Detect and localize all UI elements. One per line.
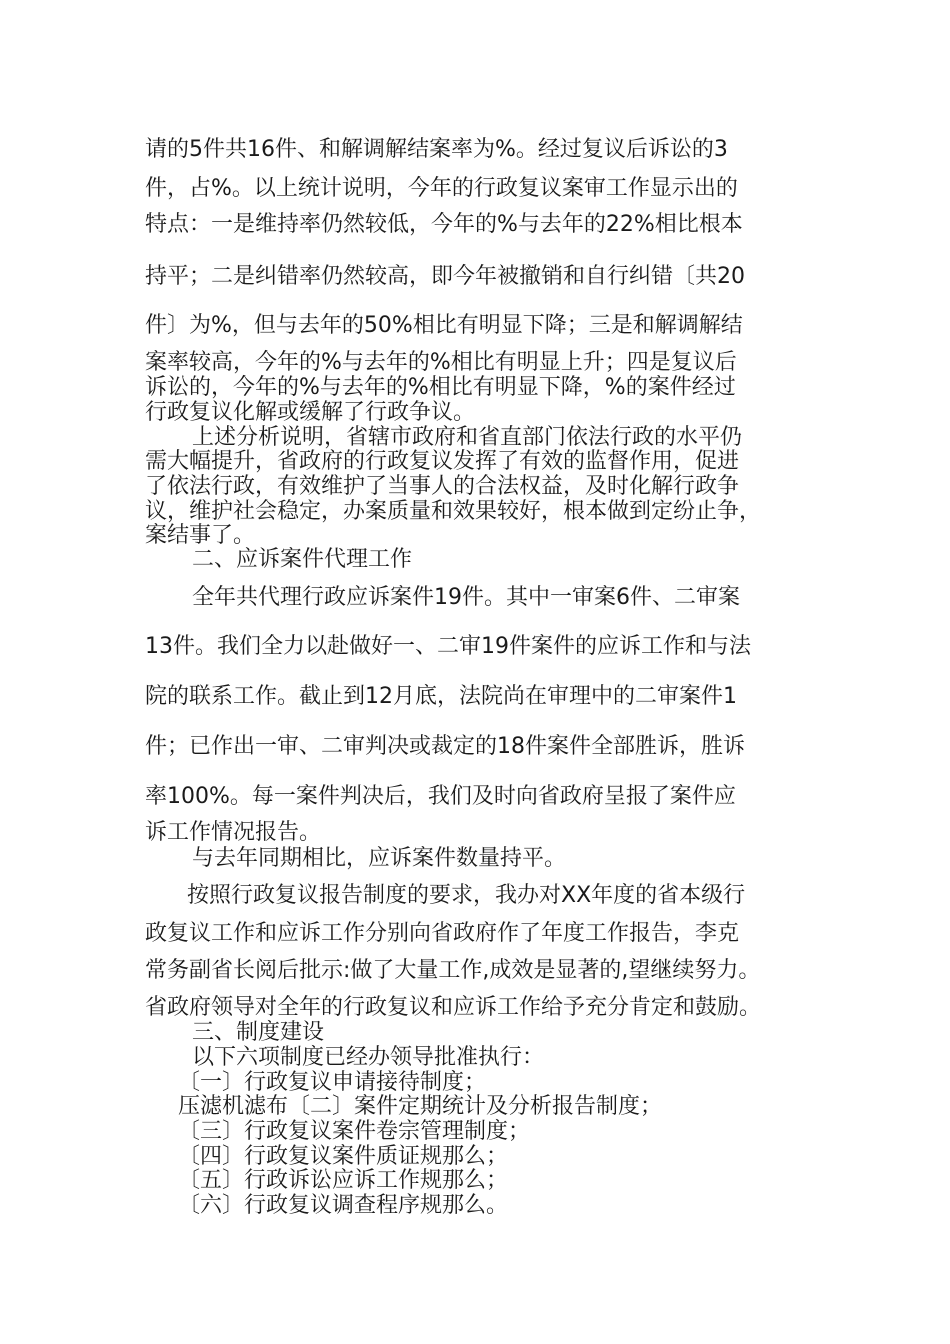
text-line: 省政府领导对全年的行政复议和应诉工作给予充分肯定和鼓励。 <box>145 995 762 1020</box>
list-item: 〔四〕行政复议案件质证规那么； <box>178 1144 509 1169</box>
text-line: 件，占%。以上统计说明，今年的行政复议案审工作显示出的 <box>145 176 738 201</box>
text-line: 13件。我们全力以赴做好一、二审19件案件的应诉工作和与法 <box>145 634 751 659</box>
text-line: 需大幅提升，省政府的行政复议发挥了有效的监督作用，促进 <box>145 449 740 474</box>
text-line: 件〕为%，但与去年的50%相比有明显下降；三是和解调解结 <box>145 313 743 338</box>
text-line: 议，维护社会稳定，办案质量和效果较好，根本做到定纷止争， <box>145 499 762 524</box>
text-line: 特点：一是维持率仍然较低，今年的%与去年的22%相比根本 <box>145 212 743 237</box>
text-line: 常务副省长阅后批示:做了大量工作,成效是显著的,望继续努力。 <box>145 958 761 983</box>
text-line: 按照行政复议报告制度的要求，我办对XX年度的省本级行 <box>187 883 746 908</box>
text-line: 请的5件共16件、和解调解结案率为%。经过复议后诉讼的3 <box>145 137 728 162</box>
text-line: 案率较高，今年的%与去年的%相比有明显上升；四是复议后 <box>145 350 737 375</box>
text-line: 率100%。每一案件判决后，我们及时向省政府呈报了案件应 <box>145 784 736 809</box>
text-line: 了依法行政，有效维护了当事人的合法权益，及时化解行政争 <box>145 474 740 499</box>
list-item: 〔五〕行政诉讼应诉工作规那么； <box>178 1168 509 1193</box>
text-line: 院的联系工作。截止到12月底，法院尚在审理中的二审案件1 <box>145 684 737 709</box>
list-item: 〔三〕行政复议案件卷宗管理制度； <box>178 1119 531 1144</box>
text-line: 诉讼的，今年的%与去年的%相比有明显下降，%的案件经过 <box>145 375 736 400</box>
list-item: 〔一〕行政复议申请接待制度； <box>178 1070 487 1095</box>
text-line: 案结事了。 <box>145 523 256 548</box>
text-line: 政复议工作和应诉工作分别向省政府作了年度工作报告，李克 <box>145 921 740 946</box>
section-heading: 二、应诉案件代理工作 <box>192 547 413 572</box>
text-line: 上述分析说明，省辖市政府和省直部门依法行政的水平仍 <box>192 425 743 450</box>
text-line: 以下六项制度已经办领导批准执行： <box>192 1045 545 1070</box>
text-line: 诉工作情况报告。 <box>145 820 322 845</box>
text-line: 全年共代理行政应诉案件19件。其中一审案6件、二审案 <box>192 585 740 610</box>
list-item: 〔六〕行政复议调查程序规那么。 <box>178 1193 509 1218</box>
text-line: 与去年同期相比，应诉案件数量持平。 <box>192 846 567 871</box>
list-item: 压滤机滤布〔二〕案件定期统计及分析报告制度； <box>178 1094 663 1119</box>
section-heading: 三、制度建设 <box>192 1020 325 1045</box>
text-line: 件；已作出一审、二审判决或裁定的18件案件全部胜诉，胜诉 <box>145 734 745 759</box>
text-line: 持平；二是纠错率仍然较高，即今年被撤销和自行纠错〔共20 <box>145 264 745 289</box>
text-line: 行政复议化解或缓解了行政争议。 <box>145 400 476 425</box>
